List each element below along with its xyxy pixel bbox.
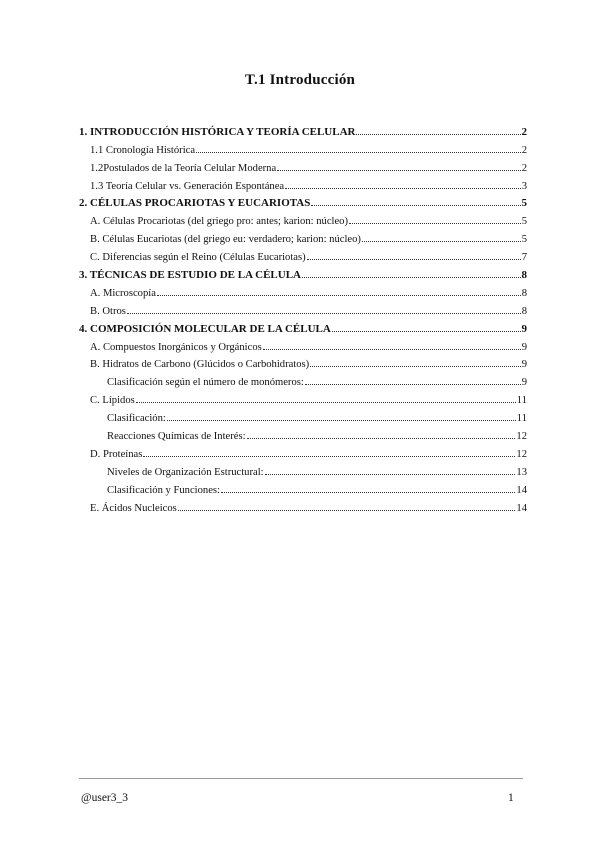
toc-entry-page: 5 bbox=[521, 234, 527, 246]
toc-entry[interactable] bbox=[79, 227, 527, 245]
footer-divider bbox=[79, 778, 523, 779]
toc-dot-leader bbox=[285, 188, 521, 189]
toc-entry[interactable] bbox=[79, 335, 527, 353]
toc-entry-title: C. Lípidos bbox=[90, 395, 135, 407]
toc-dot-leader bbox=[157, 295, 521, 296]
toc-entry[interactable] bbox=[79, 245, 527, 263]
toc-entry-title: Reacciones Químicas de Interés: bbox=[107, 431, 246, 443]
toc-entry-title: E. Ácidos Nucleicos bbox=[90, 502, 177, 514]
toc-entry[interactable] bbox=[79, 192, 527, 210]
toc-entry[interactable] bbox=[79, 496, 527, 514]
toc-entry-page: 8 bbox=[521, 269, 527, 282]
toc-entry-title: 4. COMPOSICIÓN MOLECULAR DE LA CÉLULA bbox=[79, 322, 331, 335]
toc-entry-title: 1.2Postulados de la Teoría Celular Moderna bbox=[90, 162, 277, 174]
toc-entry-title: D. Proteínas bbox=[90, 448, 143, 460]
toc-entry-page: 8 bbox=[521, 287, 527, 299]
toc-dot-leader bbox=[277, 170, 521, 171]
toc-entry[interactable] bbox=[79, 263, 527, 281]
toc-entry[interactable] bbox=[79, 138, 527, 156]
toc-entry-title: C. Diferencias según el Reino (Células Eucariotas) bbox=[90, 252, 306, 264]
toc-entry-title: B. Otros bbox=[90, 305, 126, 317]
toc-entry-page: 8 bbox=[521, 305, 527, 317]
toc-entry-title: Niveles de Organización Estructural: bbox=[107, 466, 264, 478]
toc-entry[interactable] bbox=[79, 406, 527, 424]
toc-dot-leader bbox=[332, 331, 521, 332]
toc-dot-leader bbox=[302, 277, 521, 278]
toc-dot-leader bbox=[265, 474, 516, 475]
toc-entry-page: 14 bbox=[516, 484, 527, 496]
toc-dot-leader bbox=[221, 492, 515, 493]
footer-author: @user3_3 bbox=[81, 792, 128, 804]
toc-entry[interactable] bbox=[79, 120, 527, 138]
toc-entry[interactable] bbox=[79, 209, 527, 227]
toc-entry-title: A. Microscopía bbox=[90, 287, 156, 299]
toc-entry-page: 3 bbox=[521, 180, 527, 192]
toc-dot-leader bbox=[127, 313, 521, 314]
toc-entry-page: 5 bbox=[521, 216, 527, 228]
toc-dot-leader bbox=[349, 223, 521, 224]
toc-entry-title: B. Células Eucariotas (del griego eu: verdadero; karion: núcleo) bbox=[90, 234, 361, 246]
toc-entry-page: 7 bbox=[521, 252, 527, 264]
toc-entry-page: 14 bbox=[516, 502, 527, 514]
toc-dot-leader bbox=[310, 366, 521, 367]
toc-entry-page: 2 bbox=[521, 125, 527, 138]
footer-page-number: 1 bbox=[508, 792, 514, 804]
toc-entry-title: 1.3 Teoría Celular vs. Generación Espontánea bbox=[90, 180, 285, 192]
toc-entry[interactable] bbox=[79, 370, 527, 388]
toc-entry[interactable] bbox=[79, 478, 527, 496]
toc-dot-leader bbox=[247, 438, 516, 439]
toc-entry-title: A. Células Procariotas (del griego pro: antes; karion: núcleo) bbox=[90, 216, 349, 228]
toc-entry-title: A. Compuestos Inorgánicos y Orgánicos bbox=[90, 341, 262, 353]
document-title: T.1 Introducción bbox=[244, 72, 356, 88]
toc-entry-page: 9 bbox=[521, 322, 527, 335]
toc-dot-leader bbox=[196, 152, 521, 153]
toc-entry-title: Clasificación según el número de monómeros: bbox=[107, 377, 304, 389]
toc-entry-page: 9 bbox=[521, 359, 527, 371]
toc-entry-page: 11 bbox=[516, 395, 527, 407]
toc-entry-title: 1. INTRODUCCIÓN HISTÓRICA Y TEORÍA CELULAR bbox=[79, 125, 356, 138]
toc-entry-page: 12 bbox=[516, 448, 527, 460]
toc-dot-leader bbox=[143, 456, 515, 457]
table-of-contents bbox=[79, 120, 527, 514]
toc-dot-leader bbox=[356, 134, 520, 135]
toc-dot-leader bbox=[362, 241, 521, 242]
toc-dot-leader bbox=[178, 510, 516, 511]
toc-entry-page: 9 bbox=[521, 341, 527, 353]
toc-dot-leader bbox=[167, 420, 516, 421]
toc-entry-title: Clasificación: bbox=[107, 413, 166, 425]
toc-entry-title: 3. TÉCNICAS DE ESTUDIO DE LA CÉLULA bbox=[79, 269, 301, 282]
toc-dot-leader bbox=[136, 402, 516, 403]
toc-dot-leader bbox=[311, 205, 520, 206]
toc-entry-page: 11 bbox=[516, 413, 527, 425]
toc-entry-title: Clasificación y Funciones: bbox=[107, 484, 220, 496]
toc-entry[interactable] bbox=[79, 353, 527, 371]
toc-entry[interactable] bbox=[79, 174, 527, 192]
toc-entry-page: 2 bbox=[521, 144, 527, 156]
toc-dot-leader bbox=[305, 384, 521, 385]
toc-entry[interactable] bbox=[79, 442, 527, 460]
toc-entry-page: 9 bbox=[521, 377, 527, 389]
toc-entry-title: 1.1 Cronología Histórica bbox=[90, 144, 196, 156]
toc-entry[interactable] bbox=[79, 281, 527, 299]
toc-entry-title: 2. CÉLULAS PROCARIOTAS Y EUCARIOTAS bbox=[79, 197, 311, 210]
toc-entry[interactable] bbox=[79, 424, 527, 442]
toc-entry[interactable] bbox=[79, 388, 527, 406]
toc-entry[interactable] bbox=[79, 299, 527, 317]
toc-entry-page: 12 bbox=[516, 431, 527, 443]
toc-entry-page: 2 bbox=[521, 162, 527, 174]
toc-dot-leader bbox=[263, 349, 521, 350]
toc-dot-leader bbox=[307, 259, 521, 260]
toc-entry[interactable] bbox=[79, 156, 527, 174]
toc-entry-page: 5 bbox=[521, 197, 527, 210]
toc-entry[interactable] bbox=[79, 460, 527, 478]
toc-entry-title: B. Hidratos de Carbono (Glúcidos o Carbohidratos) bbox=[90, 359, 310, 371]
toc-entry[interactable] bbox=[79, 317, 527, 335]
toc-entry-page: 13 bbox=[516, 466, 527, 478]
